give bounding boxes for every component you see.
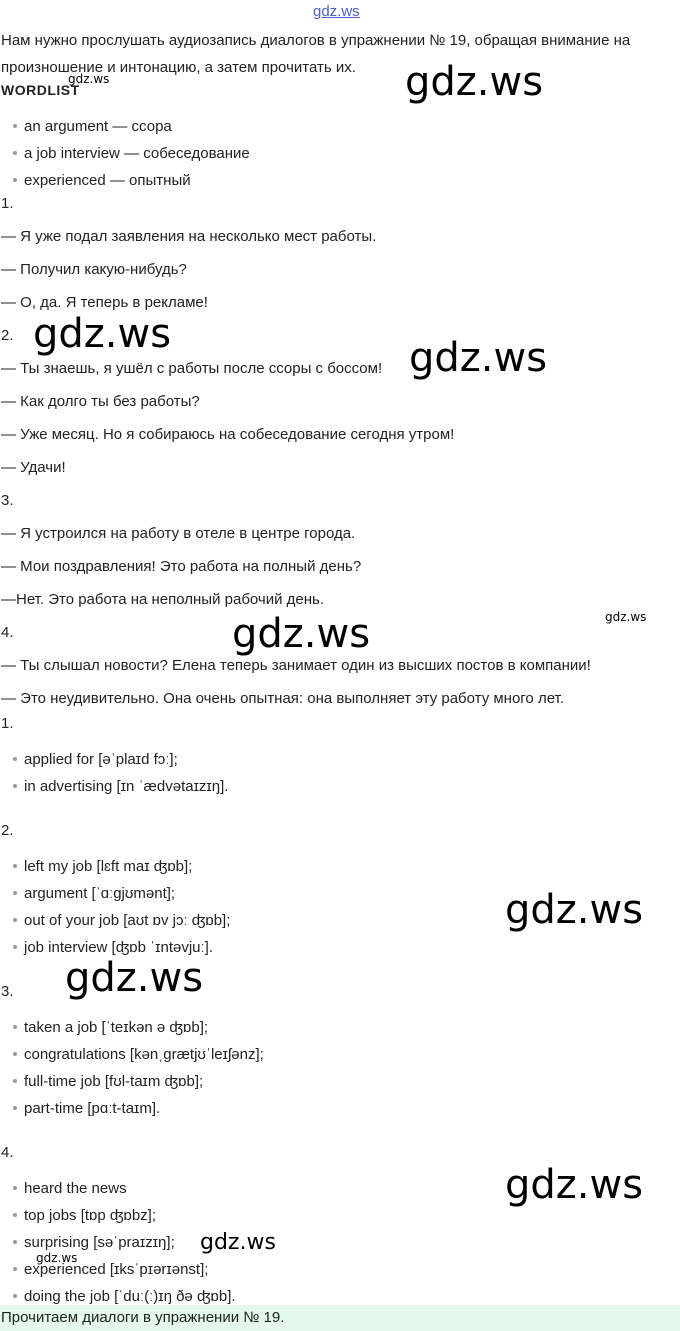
- footer-bar: [0, 1305, 680, 1331]
- watermark: gdz.ws: [68, 72, 110, 86]
- intro-paragraph: Нам нужно прослушать аудиозапись диалогов в упражнении № 19, обращая внимание на произношение и интонацию, а затем прочитать их.: [1, 32, 631, 76]
- bullet-icon: [13, 1213, 17, 1217]
- watermark: gdz.ws: [405, 59, 544, 105]
- bullet-icon: [13, 757, 17, 761]
- bullet-icon: [13, 1294, 17, 1298]
- dialogue-number: 1.: [1, 195, 14, 212]
- pronunciation-item: full-time job [fʊl-taɪm ʤɒb];: [13, 1072, 203, 1092]
- pronunciation-item: out of your job [aʊt ɒv jɔː ʤɒb];: [13, 911, 230, 931]
- pronunciation-number: 1.: [1, 715, 14, 732]
- pronunciation-item: argument [ˈɑːgjʊmənt];: [13, 884, 175, 904]
- watermark: gdz.ws: [33, 311, 172, 357]
- dialogue-line: — Как долго ты без работы?: [1, 393, 200, 410]
- watermark: gdz.ws: [409, 335, 548, 381]
- bullet-icon: [13, 784, 17, 788]
- dialogue-line: — Я уже подал заявления на несколько мест работы.: [1, 228, 377, 245]
- dialogue-line: — Это неудивительно. Она очень опытная: она выполняет эту работу много лет.: [1, 690, 564, 707]
- watermark: gdz.ws: [65, 955, 204, 1001]
- watermark: gdz.ws: [36, 1251, 78, 1265]
- bullet-icon: [13, 1186, 17, 1190]
- bullet-icon: [13, 151, 17, 155]
- bullet-icon: [13, 891, 17, 895]
- dialogue-line: —Нет. Это работа на неполный рабочий день.: [1, 591, 325, 608]
- bullet-icon: [13, 1079, 17, 1083]
- pronunciation-item: in advertising [ɪn ˈædvətaɪzɪŋ].: [13, 777, 228, 797]
- bullet-icon: [13, 1267, 17, 1271]
- dialogue-number: 2.: [1, 327, 14, 344]
- pronunciation-item: left my job [lɛft maɪ ʤɒb];: [13, 857, 192, 877]
- bullet-icon: [13, 945, 17, 949]
- watermark: gdz.ws: [605, 610, 647, 624]
- dialogue-line: — О, да. Я теперь в рекламе!: [1, 294, 208, 311]
- bullet-icon: [13, 1052, 17, 1056]
- watermark: gdz.ws: [232, 611, 371, 657]
- dialogue-line: — Мои поздравления! Это работа на полный день?: [1, 558, 362, 575]
- wordlist-item: experienced — опытный: [13, 171, 191, 191]
- pronunciation-item: part-time [pɑːt-taɪm].: [13, 1099, 160, 1119]
- dialogue-line: — Удачи!: [1, 459, 66, 476]
- top-site-link[interactable]: gdz.ws: [313, 3, 360, 20]
- watermark: gdz.ws: [505, 887, 644, 933]
- bullet-icon: [13, 1240, 17, 1244]
- dialogue-line: — Получил какую-нибудь?: [1, 261, 187, 278]
- bullet-icon: [13, 918, 17, 922]
- pronunciation-item: applied for [əˈplaɪd fɔː];: [13, 750, 178, 770]
- wordlist-item: a job interview — собеседование: [13, 144, 250, 164]
- pronunciation-item: doing the job [ˈduː(ː)ɪŋ ðə ʤɒb].: [13, 1287, 236, 1307]
- bullet-icon: [13, 1025, 17, 1029]
- pronunciation-item: top jobs [tɒp ʤɒbz];: [13, 1206, 156, 1226]
- dialogue-line: — Я устроился на работу в отеле в центре города.: [1, 525, 356, 542]
- watermark: gdz.ws: [200, 1230, 276, 1255]
- footer-text: Прочитаем диалоги в упражнении № 19.: [1, 1309, 285, 1326]
- pronunciation-number: 2.: [1, 822, 14, 839]
- pronunciation-item: job interview [ʤɒb ˈɪntəvjuː].: [13, 938, 213, 958]
- dialogue-line: — Уже месяц. Но я собираюсь на собеседование сегодня утром!: [1, 426, 455, 443]
- bullet-icon: [13, 1106, 17, 1110]
- pronunciation-item: congratulations [kənˌgrætjʊˈleɪʃənz];: [13, 1045, 264, 1065]
- bullet-icon: [13, 178, 17, 182]
- pronunciation-number: 3.: [1, 983, 14, 1000]
- pronunciation-item: experienced [ɪksˈpɪərɪənst];: [13, 1260, 208, 1280]
- bullet-icon: [13, 864, 17, 868]
- bullet-icon: [13, 124, 17, 128]
- wordlist-item: an argument — ссора: [13, 117, 172, 137]
- dialogue-number: 3.: [1, 492, 14, 509]
- wordlist-heading: WORDLIST: [1, 82, 80, 98]
- pronunciation-item: heard the news: [13, 1179, 127, 1199]
- dialogue-line: — Ты слышал новости? Елена теперь занимает один из высших постов в компании!: [1, 657, 591, 674]
- pronunciation-item: surprising [səˈpraɪzɪŋ];: [13, 1233, 175, 1253]
- dialogue-number: 4.: [1, 624, 14, 641]
- pronunciation-number: 4.: [1, 1144, 14, 1161]
- pronunciation-item: taken a job [ˈteɪkən ə ʤɒb];: [13, 1018, 208, 1038]
- dialogue-line: — Ты знаешь, я ушёл с работы после ссоры с боссом!: [1, 360, 383, 377]
- watermark: gdz.ws: [505, 1162, 644, 1208]
